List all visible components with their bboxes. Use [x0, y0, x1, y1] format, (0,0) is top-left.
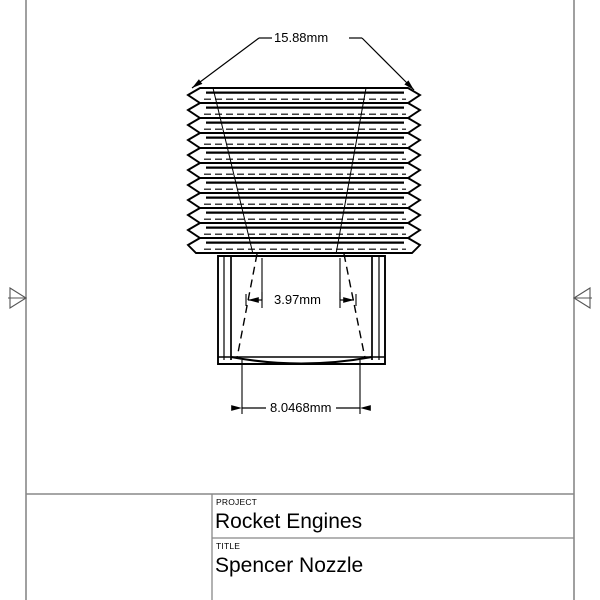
thread-band: [188, 148, 420, 163]
thread-band: [188, 163, 420, 178]
nozzle-body: [218, 254, 385, 364]
section-marker-right: [574, 288, 592, 308]
thread-band: [188, 223, 420, 238]
title-field-value: Spencer Nozzle: [215, 554, 364, 577]
section-marker-left: [8, 288, 26, 308]
thread-band: [188, 88, 420, 103]
title-field-label: TITLE: [216, 541, 241, 551]
thread-band: [188, 208, 420, 223]
thread-band: [188, 238, 420, 253]
thread-band: [188, 193, 420, 208]
threaded-section: [188, 88, 420, 254]
dimension-label-overall-width: 15.88mm: [274, 30, 329, 45]
project-field-label: PROJECT: [216, 497, 258, 507]
dimension-label-throat-diameter: 3.97mm: [274, 292, 321, 307]
dimension-label-exit-diameter: 8.0468mm: [270, 400, 332, 415]
project-field-value: Rocket Engines: [215, 510, 363, 533]
thread-band: [188, 133, 420, 148]
thread-band: [188, 103, 420, 118]
thread-band: [188, 178, 420, 193]
dimension-overall-width: [192, 38, 414, 90]
